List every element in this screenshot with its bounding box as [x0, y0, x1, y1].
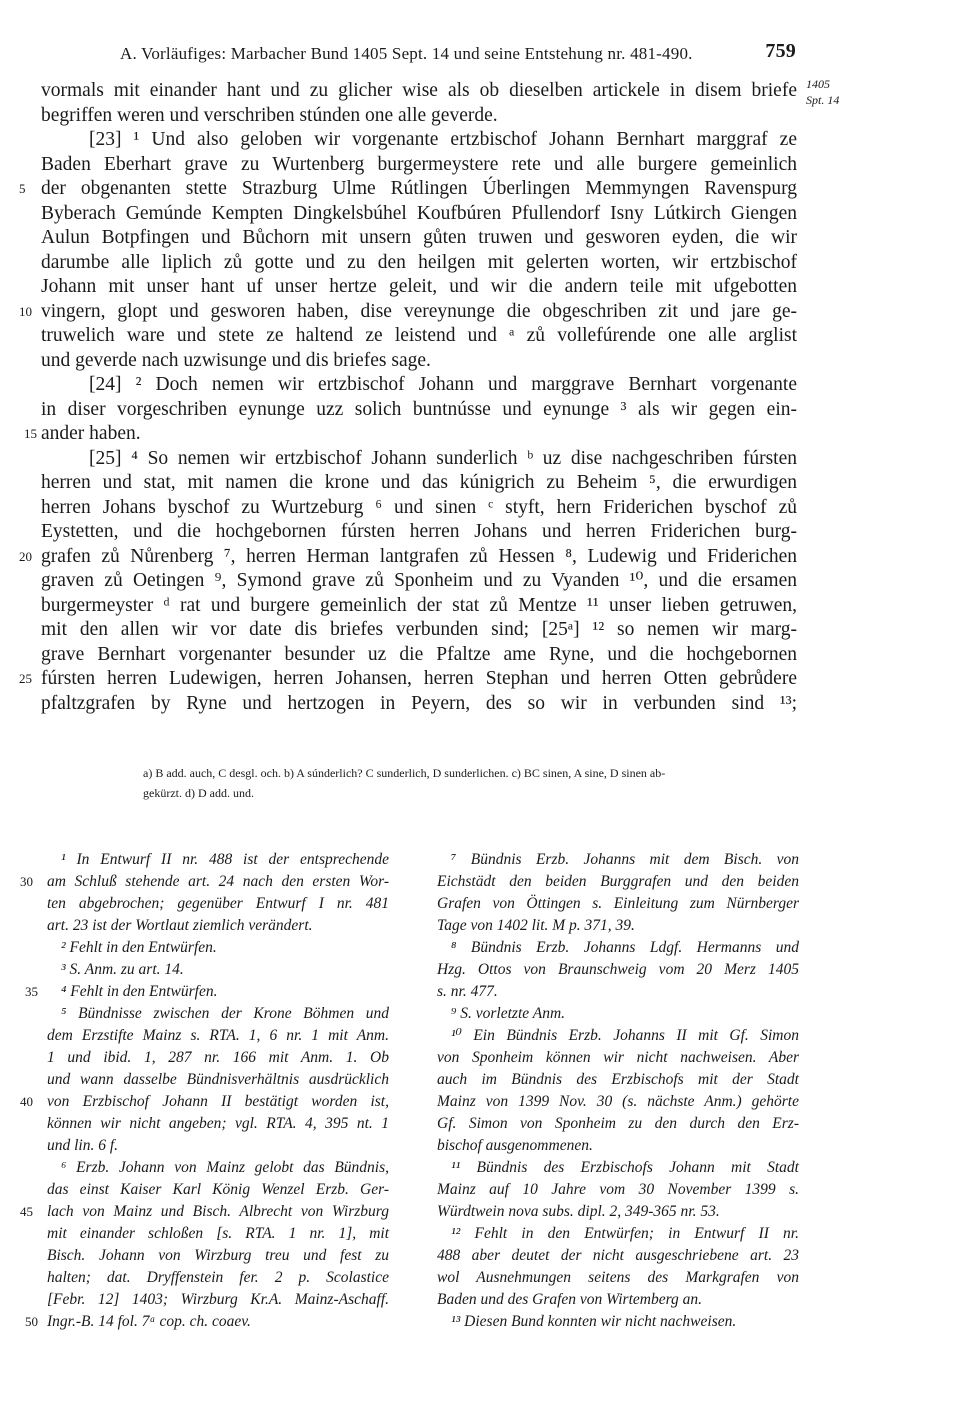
- text-line-content: Byberach Gemúnde Kempten Dingkelsbúhel Koufbúren Pfullendorf Isny Lútkirch Giengen: [41, 202, 797, 224]
- text-line: [41, 398, 797, 423]
- footnote-text: ⁸ Bündnis Erzb. Johanns Ldgf. Hermanns und: [451, 939, 799, 956]
- footnote-text: auch im Bündnis des Erzbischofs mit der Stadt: [437, 1071, 799, 1088]
- text-line-content: graven zů Oetingen ⁹, Symond grave zů Sponheim und zu Vyanden ¹⁰, und die ersamen: [41, 570, 797, 591]
- footnote-text: ¹⁰ Ein Bündnis Erzb. Johanns II mit Gf. Simon: [451, 1027, 799, 1044]
- text-line: [19, 545, 797, 570]
- footnote-text: [Febr. 12] 1403; Wirzburg Kr.A. Mainz-Aschaff.: [47, 1291, 389, 1308]
- footnote-text: ⁵ Bündnisse zwischen der Krone Böhmen und: [61, 1005, 389, 1022]
- footnote-text: Mainz auf 10 Jahre vom 30 November 1399 s.: [437, 1181, 799, 1198]
- text-line: [41, 275, 797, 300]
- footnote-text: Tage von 1402 lit. M p. 371, 39.: [437, 917, 635, 934]
- text-line-content: burgermeyster ᵈ rat und burgere gemeinlich der stat zů Mentze ¹¹ unser lieben getruwen,: [41, 594, 797, 616]
- running-head: [120, 40, 796, 70]
- text-line-content: in diser vorgeschriben eynunge uzz solich buntnússe und eynunge ³ als wir gegen ein-: [41, 398, 797, 420]
- footnote-line: [437, 1025, 799, 1047]
- text-line: [41, 594, 797, 619]
- main-text-block: [19, 79, 797, 716]
- footnote-line: [25, 981, 389, 1003]
- footnote-text: art. 23 ist der Wortlaut ziemlich verändert.: [47, 917, 313, 934]
- footnote-line: [437, 1157, 799, 1179]
- footnote-line: [47, 1267, 389, 1289]
- footnote-line: [47, 1047, 389, 1069]
- page-number: 759: [765, 40, 796, 62]
- footnote-text: ¹¹ Bündnis des Erzbischofs Johann mit Stadt: [451, 1159, 799, 1176]
- footnote-text: Ingr.-B. 14 fol. 7ᵃ cop. ch. coaev.: [47, 1313, 251, 1330]
- line-number: 35: [25, 984, 38, 999]
- running-head-title: A. Vorläufiges: Marbacher Bund 1405 Sept. 14 und seine Entstehung nr. 481-490.: [120, 44, 693, 63]
- line-number: 45: [20, 1204, 33, 1219]
- footnote-text: können wir nicht angeben; vgl. RTA. 4, 395 nt. 1: [47, 1115, 389, 1132]
- footnote-text: und wann dasselbe Bündnisverhältnis ausdrücklich: [47, 1071, 389, 1088]
- text-line: [19, 300, 797, 325]
- footnote-line: [437, 871, 799, 893]
- text-line: [41, 643, 797, 668]
- text-line-content: herren Johans byschof zu Wurtzeburg ⁶ und sinen ᶜ styft, hern Friderichen byschof zů: [41, 496, 797, 518]
- footnote-text: ² Fehlt in den Entwürfen.: [61, 939, 217, 956]
- footnote-line: [47, 1157, 389, 1179]
- footnote-line: [437, 937, 799, 959]
- footnote-line: [437, 981, 799, 1003]
- text-line: [41, 251, 797, 276]
- footnote-line: [47, 959, 389, 981]
- footnote-text: 488 aber deutet der nicht ausgeschriebene art. 23: [437, 1247, 799, 1264]
- footnote-line: [20, 871, 389, 893]
- text-line-content: [25] ⁴ So nemen wir ertzbischof Johann sunderlich ᵇ uz dise nachgeschriben fúrsten: [89, 447, 797, 469]
- footnote-text: dem Erzstifte Mainz s. RTA. 1, 6 nr. 1 mit Anm.: [47, 1027, 389, 1044]
- footnote-text: ¹³ Diesen Bund konnten wir nicht nachweisen.: [451, 1313, 737, 1330]
- text-line-content: Aulun Botpfingen und Bůchorn mit unsern gůten truwen und gesworen eyden, die wir: [41, 227, 797, 248]
- textual-note-line: a) B add. auch, C desgl. och. b) A súnderlich? C sunderlich, D sunderlichen. c) BC sinen, A sine, D sinen ab-: [143, 766, 666, 780]
- text-line: [41, 349, 797, 374]
- footnote-line: [437, 1091, 799, 1113]
- text-line: [41, 692, 797, 717]
- text-line-content: grave Bernhart vorgenanter besunder uz die Pfaltze ame Ryne, und die hochgebornen: [41, 643, 797, 665]
- text-line-content: [23] ¹ Und also geloben wir vorgenante ertzbischof Johann Bernhart marggraf ze: [89, 129, 797, 150]
- text-line-content: herren und stat, mit namen die krone und das kúnigrich zu Beheim ⁵, die erwurdigen: [41, 472, 797, 493]
- footnote-text: s. nr. 477.: [437, 983, 498, 1000]
- footnote-line: [437, 849, 799, 871]
- text-line: [41, 79, 797, 104]
- footnote-text: Eichstädt den beiden Burggrafen und den beiden: [437, 873, 799, 890]
- footnote-text: mit einander schloßen [s. RTA. 1 nr. 1], mit: [47, 1225, 389, 1242]
- line-number: 20: [19, 548, 32, 564]
- text-line: [24, 422, 797, 447]
- text-line: [41, 324, 797, 349]
- footnote-text: und lin. 6 f.: [47, 1137, 119, 1154]
- footnote-line: [437, 1201, 799, 1223]
- footnote-line: [437, 893, 799, 915]
- footnote-text: von Erzbischof Johann II bestätigt worden ist,: [47, 1093, 389, 1110]
- footnote-text: Gf. Simon von Sponheim zu den durch den Erz-: [437, 1115, 799, 1132]
- line-number: 40: [20, 1094, 33, 1109]
- footnote-line: [437, 915, 799, 937]
- margin-date-day: Spt. 14: [806, 93, 840, 107]
- margin-date: [806, 76, 839, 108]
- textual-note-line: gekürzt. d) D add. und.: [143, 786, 254, 800]
- footnote-line: [47, 1069, 389, 1091]
- footnotes-left-column: [20, 849, 389, 1333]
- text-line: [41, 202, 797, 227]
- footnote-text: Grafen von Öttingen s. Einleitung zum Nürnberger: [437, 895, 799, 912]
- text-line: [41, 128, 797, 153]
- footnote-text: am Schluß stehende art. 24 nach den ersten Wor-: [47, 873, 389, 890]
- text-line-content: truwelich ware und stete ze haltend ze leistend und ᵃ zů vollefúrende one alle arglist: [41, 325, 797, 346]
- footnote-text: Mainz von 1399 Nov. 30 (s. nächste Anm.) gehörte: [437, 1093, 799, 1110]
- text-line-content: mit den allen wir vor date dis briefes verbunden sind; [25ᵃ] ¹² so nemen wir marg-: [41, 619, 797, 640]
- text-line-content: [24] ² Doch nemen wir ertzbischof Johann und marggrave Bernhart vorgenante: [89, 374, 797, 395]
- footnote-text: von Sponheim können wir nicht nachweisen. Aber: [437, 1049, 799, 1066]
- text-line: [41, 373, 797, 398]
- footnote-line: [47, 1289, 389, 1311]
- text-line: [19, 667, 797, 692]
- text-line: [41, 618, 797, 643]
- footnote-text: ⁴ Fehlt in den Entwürfen.: [61, 983, 218, 1000]
- text-line-content: Eystetten, und die hochgebornen fúrsten herren Johans und herren Friderichen burg-: [41, 521, 797, 542]
- text-line: [19, 177, 797, 202]
- footnote-text: wol Ausnehmungen seitens des Markgrafen von: [437, 1269, 799, 1286]
- text-line-content: vingern, glopt und gesworen haben, dise vereynunge die obgeschriben zit und jare ge-: [41, 300, 797, 322]
- footnote-line: [437, 959, 799, 981]
- text-line-content: ander haben.: [41, 423, 141, 444]
- footnote-line: [47, 1223, 389, 1245]
- text-line: [41, 496, 797, 521]
- footnote-line: [437, 1069, 799, 1091]
- footnote-line: [47, 1179, 389, 1201]
- footnote-text: bischof ausgenommenen.: [437, 1137, 593, 1154]
- footnote-line: [25, 1311, 389, 1333]
- text-line-content: und geverde nach uzwisunge und dis briefes sage.: [41, 349, 431, 371]
- line-number: 30: [20, 874, 33, 889]
- text-line: [41, 447, 797, 472]
- footnote-line: [47, 849, 389, 871]
- footnote-line: [437, 1245, 799, 1267]
- text-line: [41, 520, 797, 545]
- text-line: [41, 153, 797, 178]
- text-line: [41, 226, 797, 251]
- text-line: [41, 569, 797, 594]
- footnote-line: [437, 1223, 799, 1245]
- footnote-text: Baden und des Grafen von Wirtemberg an.: [437, 1291, 703, 1308]
- footnote-line: [47, 1025, 389, 1047]
- footnote-line: [47, 1245, 389, 1267]
- text-line-content: vormals mit einander hant und zu glicher wise als ob dieselben artickele in disem briefe: [41, 80, 797, 101]
- text-line-content: der obgenanten stette Strazburg Ulme Rútlingen Úberlingen Memmyngen Ravenspurg: [41, 178, 797, 199]
- footnote-text: lach von Mainz und Bisch. Albrecht von Wirzburg: [47, 1203, 389, 1220]
- footnote-line: [437, 1179, 799, 1201]
- text-line-content: Johann mit unser hant uf unser hertze geleit, und wir die andern teile mit ufgebotten: [41, 276, 797, 297]
- footnote-line: [47, 893, 389, 915]
- text-line: [41, 104, 797, 129]
- footnote-text: ³ S. Anm. zu art. 14.: [61, 961, 184, 978]
- footnote-line: [437, 1267, 799, 1289]
- footnote-text: ⁹ S. vorletzte Anm.: [451, 1005, 566, 1022]
- textual-notes: [143, 763, 797, 803]
- footnote-line: [437, 1113, 799, 1135]
- text-line-content: fúrsten herren Ludewigen, herren Johansen, herren Stephan und herren Otten gebrůdere: [41, 668, 797, 689]
- footnote-text: Würdtwein nova subs. dipl. 2, 349-365 nr. 53.: [437, 1203, 720, 1220]
- footnote-text: das einst Kaiser Karl König Wenzel Erzb. Ger-: [47, 1181, 389, 1198]
- footnote-line: [47, 937, 389, 959]
- margin-date-year: 1405: [806, 77, 830, 91]
- footnote-line: [437, 1003, 799, 1025]
- footnote-line: [47, 1003, 389, 1025]
- footnote-text: 1 und ibid. 1, 287 nr. 166 mit Anm. 1. Ob: [47, 1049, 389, 1066]
- footnote-text: halten; dat. Dryffenstein fer. 2 p. Scolastice: [47, 1269, 389, 1286]
- text-line-content: pfaltzgrafen by Ryne und hertzogen in Peyern, des so wir in verbunden sind ¹³;: [41, 692, 797, 714]
- footnote-text: ⁷ Bündnis Erzb. Johanns mit dem Bisch. von: [451, 851, 799, 868]
- line-number: 25: [19, 671, 32, 686]
- line-number: 10: [19, 303, 32, 319]
- footnote-text: ⁶ Erzb. Johann von Mainz gelobt das Bündnis,: [61, 1159, 389, 1176]
- footnote-line: [437, 1047, 799, 1069]
- footnote-line: [20, 1201, 389, 1223]
- footnote-text: Hzg. Ottos von Braunschweig vom 20 Merz 1405: [437, 961, 799, 978]
- footnote-text: Bisch. Johann von Wirzburg treu und fest zu: [47, 1247, 389, 1264]
- line-number: 15: [24, 426, 37, 441]
- footnote-line: [47, 1135, 389, 1157]
- text-line-content: grafen zů Nůrenberg ⁷, herren Herman lantgrafen zů Hessen ⁸, Ludewig und Friderichen: [41, 545, 797, 567]
- text-line: [41, 471, 797, 496]
- line-number: 5: [19, 181, 26, 196]
- footnote-text: ten abgebrochen; gegenüber Entwurf I nr. 481: [47, 895, 389, 912]
- line-number: 50: [25, 1314, 38, 1329]
- footnote-line: [20, 1091, 389, 1113]
- footnote-line: [437, 1289, 799, 1311]
- text-line-content: darumbe alle liplich zů gotte und zu den heilgen mit gelerten worten, wir ertzbischof: [41, 251, 797, 273]
- footnote-line: [47, 915, 389, 937]
- footnote-line: [437, 1135, 799, 1157]
- text-line-content: Baden Eberhart grave zu Wurtenberg burgermeystere rete und alle burgere gemeinlich: [41, 153, 797, 175]
- footnote-text: ¹ In Entwurf II nr. 488 ist der entsprechende: [61, 851, 389, 868]
- footnotes-right-column: [437, 849, 799, 1333]
- footnote-line: [47, 1113, 389, 1135]
- footnote-text: ¹² Fehlt in den Entwürfen; in Entwurf II nr.: [451, 1225, 799, 1242]
- footnote-line: [437, 1311, 799, 1333]
- text-line-content: begriffen weren und verschriben stúnden one alle geverde.: [41, 104, 498, 126]
